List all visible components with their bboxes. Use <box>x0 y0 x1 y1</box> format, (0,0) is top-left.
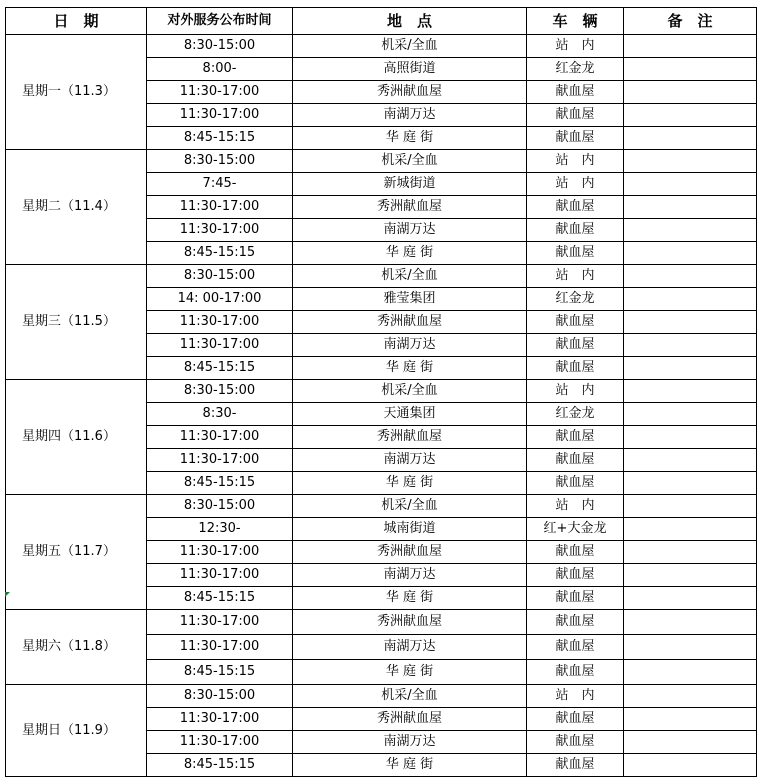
note-cell <box>624 242 757 265</box>
note-cell <box>624 104 757 127</box>
note-cell <box>624 265 757 288</box>
location-cell: 华 庭 街 <box>293 127 527 150</box>
vehicle-cell: 站 内 <box>527 685 624 708</box>
day-cell: 星期五（11.7） <box>6 495 147 610</box>
location-cell: 秀洲献血屋 <box>293 610 527 635</box>
location-cell: 南湖万达 <box>293 219 527 242</box>
note-cell <box>624 708 757 731</box>
time-cell: 11:30-17:00 <box>147 449 293 472</box>
header-notes: 备 注 <box>624 8 757 35</box>
note-cell <box>624 334 757 357</box>
vehicle-cell: 献血屋 <box>527 334 624 357</box>
note-cell <box>624 35 757 58</box>
location-cell: 新城街道 <box>293 173 527 196</box>
location-cell: 南湖万达 <box>293 564 527 587</box>
vehicle-cell: 站 内 <box>527 35 624 58</box>
day-cell: 星期三（11.5） <box>6 265 147 380</box>
vehicle-cell: 献血屋 <box>527 104 624 127</box>
time-cell: 8:30-15:00 <box>147 495 293 518</box>
note-cell <box>624 58 757 81</box>
location-cell: 南湖万达 <box>293 731 527 754</box>
header-vehicle: 车 辆 <box>527 8 624 35</box>
location-cell: 华 庭 街 <box>293 754 527 777</box>
vehicle-cell: 献血屋 <box>527 610 624 635</box>
time-cell: 11:30-17:00 <box>147 610 293 635</box>
location-cell: 华 庭 街 <box>293 357 527 380</box>
time-cell: 7:45- <box>147 173 293 196</box>
location-cell: 秀洲献血屋 <box>293 708 527 731</box>
time-cell: 11:30-17:00 <box>147 219 293 242</box>
vehicle-cell: 献血屋 <box>527 587 624 610</box>
cell-corner-marker <box>5 592 10 597</box>
note-cell <box>624 495 757 518</box>
day-cell: 星期六（11.8） <box>6 610 147 685</box>
time-cell: 11:30-17:00 <box>147 81 293 104</box>
day-cell: 星期四（11.6） <box>6 380 147 495</box>
vehicle-cell: 站 内 <box>527 495 624 518</box>
vehicle-cell: 献血屋 <box>527 81 624 104</box>
day-cell: 星期二（11.4） <box>6 150 147 265</box>
note-cell <box>624 403 757 426</box>
table-row <box>6 265 757 288</box>
time-cell: 11:30-17:00 <box>147 104 293 127</box>
vehicle-cell: 献血屋 <box>527 564 624 587</box>
note-cell <box>624 357 757 380</box>
location-cell: 华 庭 街 <box>293 472 527 495</box>
note-cell <box>624 127 757 150</box>
note-cell <box>624 173 757 196</box>
table-row <box>6 380 757 403</box>
vehicle-cell: 献血屋 <box>527 635 624 660</box>
time-cell: 11:30-17:00 <box>147 311 293 334</box>
note-cell <box>624 685 757 708</box>
note-cell <box>624 311 757 334</box>
note-cell <box>624 81 757 104</box>
note-cell <box>624 564 757 587</box>
vehicle-cell: 献血屋 <box>527 426 624 449</box>
location-cell: 南湖万达 <box>293 334 527 357</box>
note-cell <box>624 518 757 541</box>
time-cell: 11:30-17:00 <box>147 731 293 754</box>
vehicle-cell: 献血屋 <box>527 196 624 219</box>
note-cell <box>624 380 757 403</box>
time-cell: 8:30-15:00 <box>147 380 293 403</box>
time-cell: 8:30- <box>147 403 293 426</box>
time-cell: 8:45-15:15 <box>147 357 293 380</box>
time-cell: 11:30-17:00 <box>147 564 293 587</box>
location-cell: 秀洲献血屋 <box>293 311 527 334</box>
vehicle-cell: 站 内 <box>527 265 624 288</box>
location-cell: 机采/全血 <box>293 380 527 403</box>
time-cell: 14: 00-17:00 <box>147 288 293 311</box>
vehicle-cell: 红金龙 <box>527 288 624 311</box>
time-cell: 8:30-15:00 <box>147 685 293 708</box>
location-cell: 华 庭 街 <box>293 242 527 265</box>
schedule-table <box>5 7 757 777</box>
note-cell <box>624 541 757 564</box>
header-date: 日 期 <box>6 8 147 35</box>
vehicle-cell: 献血屋 <box>527 127 624 150</box>
note-cell <box>624 635 757 660</box>
header-row <box>6 8 757 35</box>
table-header <box>6 8 757 35</box>
note-cell <box>624 610 757 635</box>
note-cell <box>624 660 757 685</box>
time-cell: 11:30-17:00 <box>147 635 293 660</box>
time-cell: 8:30-15:00 <box>147 150 293 173</box>
note-cell <box>624 472 757 495</box>
time-cell: 8:45-15:15 <box>147 472 293 495</box>
table-body <box>6 35 757 777</box>
location-cell: 机采/全血 <box>293 265 527 288</box>
location-cell: 机采/全血 <box>293 685 527 708</box>
time-cell: 8:30-15:00 <box>147 265 293 288</box>
time-cell: 11:30-17:00 <box>147 334 293 357</box>
table-row <box>6 495 757 518</box>
header-location: 地 点 <box>293 8 527 35</box>
location-cell: 秀洲献血屋 <box>293 196 527 219</box>
table-row <box>6 685 757 708</box>
vehicle-cell: 献血屋 <box>527 731 624 754</box>
time-cell: 8:45-15:15 <box>147 660 293 685</box>
location-cell: 天通集团 <box>293 403 527 426</box>
vehicle-cell: 站 内 <box>527 380 624 403</box>
location-cell: 南湖万达 <box>293 104 527 127</box>
location-cell: 秀洲献血屋 <box>293 426 527 449</box>
vehicle-cell: 献血屋 <box>527 449 624 472</box>
note-cell <box>624 449 757 472</box>
time-cell: 11:30-17:00 <box>147 541 293 564</box>
time-cell: 8:45-15:15 <box>147 754 293 777</box>
note-cell <box>624 587 757 610</box>
table-row <box>6 35 757 58</box>
time-cell: 8:45-15:15 <box>147 587 293 610</box>
location-cell: 高照街道 <box>293 58 527 81</box>
note-cell <box>624 731 757 754</box>
vehicle-cell: 献血屋 <box>527 541 624 564</box>
time-cell: 11:30-17:00 <box>147 426 293 449</box>
vehicle-cell: 献血屋 <box>527 219 624 242</box>
table-row <box>6 610 757 635</box>
location-cell: 机采/全血 <box>293 495 527 518</box>
vehicle-cell: 献血屋 <box>527 472 624 495</box>
vehicle-cell: 站 内 <box>527 173 624 196</box>
location-cell: 华 庭 街 <box>293 587 527 610</box>
location-cell: 城南街道 <box>293 518 527 541</box>
location-cell: 南湖万达 <box>293 449 527 472</box>
location-cell: 秀洲献血屋 <box>293 541 527 564</box>
table-row <box>6 150 757 173</box>
time-cell: 8:45-15:15 <box>147 242 293 265</box>
day-cell: 星期日（11.9） <box>6 685 147 777</box>
time-cell: 8:30-15:00 <box>147 35 293 58</box>
vehicle-cell: 站 内 <box>527 150 624 173</box>
note-cell <box>624 754 757 777</box>
location-cell: 南湖万达 <box>293 635 527 660</box>
note-cell <box>624 196 757 219</box>
day-cell: 星期一（11.3） <box>6 35 147 150</box>
time-cell: 11:30-17:00 <box>147 708 293 731</box>
location-cell: 机采/全血 <box>293 150 527 173</box>
time-cell: 8:45-15:15 <box>147 127 293 150</box>
location-cell: 秀洲献血屋 <box>293 81 527 104</box>
note-cell <box>624 288 757 311</box>
note-cell <box>624 150 757 173</box>
location-cell: 机采/全血 <box>293 35 527 58</box>
vehicle-cell: 献血屋 <box>527 754 624 777</box>
vehicle-cell: 献血屋 <box>527 242 624 265</box>
vehicle-cell: 献血屋 <box>527 660 624 685</box>
note-cell <box>624 219 757 242</box>
header-time: 对外服务公布时间 <box>147 8 293 35</box>
time-cell: 12:30- <box>147 518 293 541</box>
location-cell: 华 庭 街 <box>293 660 527 685</box>
vehicle-cell: 献血屋 <box>527 311 624 334</box>
vehicle-cell: 红+大金龙 <box>527 518 624 541</box>
vehicle-cell: 献血屋 <box>527 357 624 380</box>
vehicle-cell: 献血屋 <box>527 708 624 731</box>
vehicle-cell: 红金龙 <box>527 58 624 81</box>
note-cell <box>624 426 757 449</box>
time-cell: 8:00- <box>147 58 293 81</box>
location-cell: 雅莹集团 <box>293 288 527 311</box>
time-cell: 11:30-17:00 <box>147 196 293 219</box>
vehicle-cell: 红金龙 <box>527 403 624 426</box>
